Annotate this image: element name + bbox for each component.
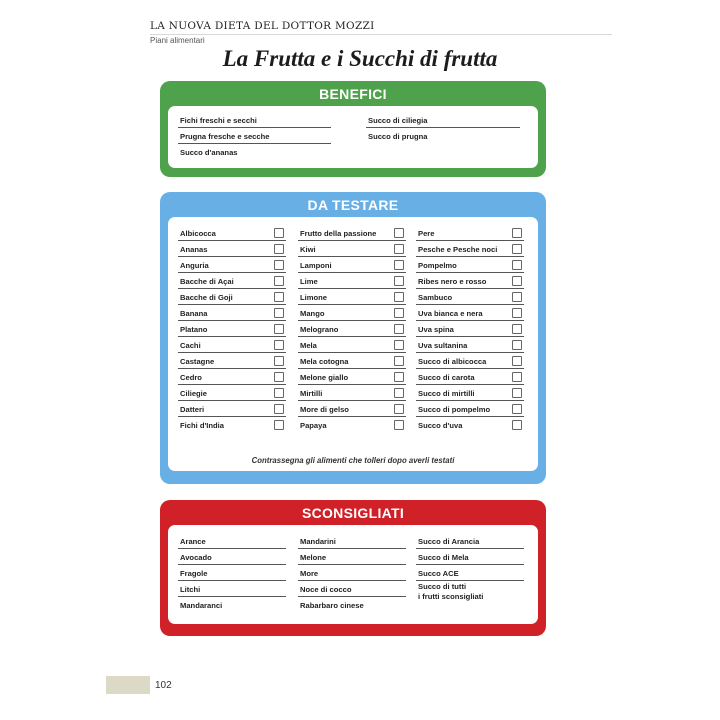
- checklist-item[interactable]: [416, 225, 524, 241]
- checklist-item[interactable]: [178, 401, 286, 417]
- food-name: Melograno: [300, 325, 339, 334]
- checkbox[interactable]: [394, 292, 404, 302]
- food-name: Fichi d'India: [180, 421, 224, 430]
- food-item: Arance: [178, 533, 286, 549]
- checklist-item[interactable]: [298, 337, 406, 353]
- food-item: Avocado: [178, 549, 286, 565]
- food-item: Prugna fresche e secche: [178, 128, 331, 144]
- checklist-item[interactable]: [416, 337, 524, 353]
- da-testare-column-2: [298, 225, 406, 433]
- checkbox[interactable]: [512, 404, 522, 414]
- checkbox[interactable]: [394, 228, 404, 238]
- book-title: LA NUOVA DIETA DEL DOTTOR MOZZI: [150, 20, 375, 32]
- checkbox[interactable]: [274, 324, 284, 334]
- food-name: Papaya: [300, 421, 327, 430]
- benefici-header: BENEFICI: [319, 86, 387, 102]
- sconsigliati-column-1: [178, 533, 286, 613]
- checkbox[interactable]: [394, 260, 404, 270]
- sconsigliati-list: [168, 525, 538, 624]
- food-name: Castagne: [180, 357, 215, 366]
- checkbox[interactable]: [394, 372, 404, 382]
- checklist-item[interactable]: [416, 289, 524, 305]
- food-item: Noce di cocco: [298, 581, 406, 597]
- food-name: Succo di albicocca: [418, 357, 487, 366]
- food-item-line: i frutti sconsigliati: [418, 592, 484, 601]
- checklist-item[interactable]: [416, 385, 524, 401]
- checklist-item[interactable]: [178, 257, 286, 273]
- food-item: Succo d'ananas: [180, 148, 238, 157]
- sconsigliati-column-2: [298, 533, 406, 613]
- food-name: Cachi: [180, 341, 201, 350]
- food-item: Succo di Mela: [416, 549, 524, 565]
- food-name: Platano: [180, 325, 208, 334]
- food-item: Succo di prugna: [368, 132, 428, 141]
- checklist-item[interactable]: [416, 273, 524, 289]
- checklist-item[interactable]: [178, 225, 286, 241]
- food-item: Melone: [298, 549, 406, 565]
- sconsigliati-header: SCONSIGLIATI: [301, 505, 405, 521]
- checklist-item[interactable]: [416, 417, 524, 433]
- food-name: Uva sultanina: [418, 341, 468, 350]
- food-name: Pesche e Pesche noci: [418, 245, 498, 254]
- da-testare-header: DA TESTARE: [307, 197, 399, 213]
- food-name: Mela: [300, 341, 317, 350]
- food-name: Mango: [300, 309, 325, 318]
- checkbox[interactable]: [274, 244, 284, 254]
- checklist-item[interactable]: [178, 289, 286, 305]
- checkbox[interactable]: [512, 388, 522, 398]
- food-name: Ananas: [180, 245, 208, 254]
- benefici-panel: [160, 81, 546, 177]
- checklist-item[interactable]: [298, 289, 406, 305]
- checklist-item[interactable]: [178, 305, 286, 321]
- checkbox[interactable]: [274, 356, 284, 366]
- food-item: Litchi: [178, 581, 286, 597]
- da-testare-column-1: [178, 225, 286, 433]
- food-item: Fichi freschi e secchi: [178, 112, 331, 128]
- benefici-column-2: [366, 112, 520, 144]
- food-name: Anguria: [180, 261, 209, 270]
- checkbox[interactable]: [274, 228, 284, 238]
- checkbox[interactable]: [394, 340, 404, 350]
- page-title: La Frutta e i Succhi di frutta: [222, 46, 498, 71]
- food-item: Mandaranci: [180, 601, 223, 610]
- page-number: 102: [155, 680, 172, 691]
- instruction-note: Contrassegna gli alimenti che tolleri dopo averli testati: [251, 456, 455, 465]
- food-name: Cedro: [180, 373, 202, 382]
- checkbox[interactable]: [512, 340, 522, 350]
- page-tab: [106, 676, 150, 694]
- sconsigliati-panel: [160, 500, 546, 636]
- checklist-item[interactable]: [178, 369, 286, 385]
- food-name: Succo d'uva: [418, 421, 463, 430]
- checklist-item[interactable]: [298, 417, 406, 433]
- benefici-list: [168, 106, 538, 168]
- food-name: Kiwi: [300, 245, 316, 254]
- food-item: Succo ACE: [416, 565, 524, 581]
- food-item: [416, 581, 524, 607]
- food-name: Ribes nero e rosso: [418, 277, 487, 286]
- food-name: Limone: [300, 293, 328, 302]
- checklist-item[interactable]: [298, 257, 406, 273]
- food-name: Ciliegie: [180, 389, 208, 398]
- checkbox[interactable]: [394, 420, 404, 430]
- checkbox[interactable]: [512, 244, 522, 254]
- checkbox[interactable]: [274, 308, 284, 318]
- checklist-item[interactable]: [416, 401, 524, 417]
- checkbox[interactable]: [274, 276, 284, 286]
- food-item: Fragole: [178, 565, 286, 581]
- checklist-item[interactable]: [416, 257, 524, 273]
- food-name: Datteri: [180, 405, 205, 414]
- food-item: Mandarini: [298, 533, 406, 549]
- checkbox[interactable]: [512, 292, 522, 302]
- checkbox[interactable]: [274, 388, 284, 398]
- checkbox[interactable]: [394, 276, 404, 286]
- da-testare-list: [168, 217, 538, 471]
- food-name: Melone giallo: [300, 373, 349, 382]
- checkbox[interactable]: [274, 404, 284, 414]
- food-name: Bacche di Goji: [180, 293, 233, 302]
- checkbox[interactable]: [394, 388, 404, 398]
- checklist-item[interactable]: [178, 273, 286, 289]
- da-testare-column-3: [416, 225, 524, 433]
- checkbox[interactable]: [394, 324, 404, 334]
- food-name: Uva spina: [418, 325, 454, 334]
- checkbox[interactable]: [394, 244, 404, 254]
- food-name: More di gelso: [300, 405, 349, 414]
- checkbox[interactable]: [512, 356, 522, 366]
- checklist-item[interactable]: [178, 385, 286, 401]
- checklist-item[interactable]: [298, 401, 406, 417]
- food-name: Frutto della passione: [300, 229, 377, 238]
- checkbox[interactable]: [512, 276, 522, 286]
- food-name: Lime: [300, 277, 318, 286]
- checkbox[interactable]: [394, 356, 404, 366]
- food-name: Succo di carota: [418, 373, 475, 382]
- sconsigliati-column-3: [416, 533, 524, 607]
- checklist-item[interactable]: [416, 353, 524, 369]
- food-name: Succo di mirtilli: [418, 389, 475, 398]
- checklist-item[interactable]: [178, 241, 286, 257]
- checkbox[interactable]: [394, 308, 404, 318]
- checkbox[interactable]: [394, 404, 404, 414]
- running-head: [150, 20, 612, 45]
- food-name: Mirtilli: [300, 389, 323, 398]
- section-label: Piani alimentari: [150, 36, 205, 45]
- checklist-item[interactable]: [416, 305, 524, 321]
- food-name: Bacche di Açai: [180, 277, 234, 286]
- checklist-item[interactable]: [298, 353, 406, 369]
- checklist-item[interactable]: [298, 369, 406, 385]
- checkbox[interactable]: [274, 292, 284, 302]
- food-name: Pompelmo: [418, 261, 457, 270]
- checkbox[interactable]: [512, 260, 522, 270]
- checklist-item[interactable]: [298, 305, 406, 321]
- food-item: Succo di Arancia: [416, 533, 524, 549]
- food-name: Pere: [418, 229, 435, 238]
- checkbox[interactable]: [512, 324, 522, 334]
- checklist-item[interactable]: [178, 353, 286, 369]
- checkbox[interactable]: [512, 420, 522, 430]
- checkbox[interactable]: [512, 372, 522, 382]
- checklist-item[interactable]: [298, 241, 406, 257]
- checklist-item[interactable]: [298, 321, 406, 337]
- food-name: Mela cotogna: [300, 357, 349, 366]
- checkbox[interactable]: [274, 420, 284, 430]
- checklist-item[interactable]: [298, 225, 406, 241]
- food-name: Succo di pompelmo: [418, 405, 491, 414]
- benefici-column-1: [178, 112, 331, 160]
- checkbox[interactable]: [512, 308, 522, 318]
- checklist-item[interactable]: [178, 321, 286, 337]
- checkbox[interactable]: [512, 228, 522, 238]
- food-name: Sambuco: [418, 293, 453, 302]
- food-item: Succo di ciliegia: [366, 112, 520, 128]
- food-name: Uva bianca e nera: [418, 309, 483, 318]
- checklist-item[interactable]: [416, 321, 524, 337]
- checklist-item[interactable]: [416, 241, 524, 257]
- checklist-item[interactable]: [298, 273, 406, 289]
- checklist-item[interactable]: [178, 417, 286, 433]
- food-item: Rabarbaro cinese: [300, 601, 364, 610]
- checkbox[interactable]: [274, 340, 284, 350]
- da-testare-panel: [160, 192, 546, 484]
- checklist-item[interactable]: [298, 385, 406, 401]
- food-item-line: Succo di tutti: [418, 582, 467, 591]
- checklist-item[interactable]: [416, 369, 524, 385]
- food-name: Albicocca: [180, 229, 216, 238]
- checkbox[interactable]: [274, 372, 284, 382]
- food-name: Banana: [180, 309, 208, 318]
- food-item: More: [298, 565, 406, 581]
- header-rule: [150, 34, 612, 35]
- checklist-item[interactable]: [178, 337, 286, 353]
- checkbox[interactable]: [274, 260, 284, 270]
- food-name: Lamponi: [300, 261, 332, 270]
